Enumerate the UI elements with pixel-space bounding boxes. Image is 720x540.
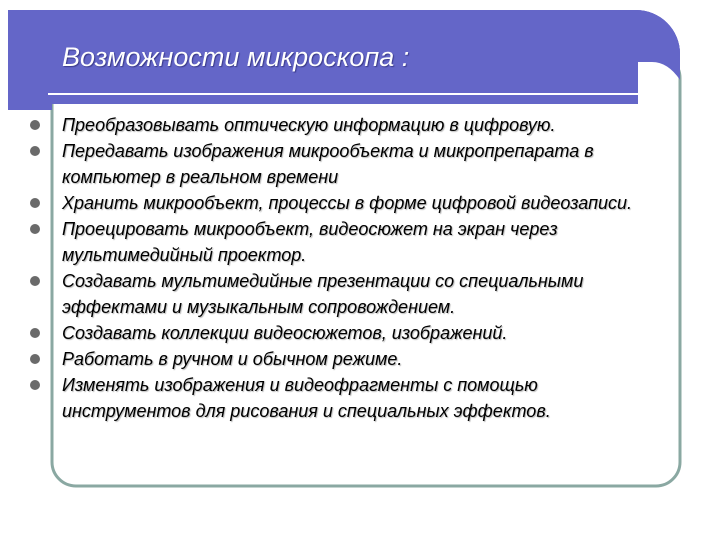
list-item: Проецировать микрообъект, видеосюжет на экран через мультимедийный проектор. [30, 216, 670, 268]
bullet-icon [30, 354, 40, 364]
list-item: Создавать коллекции видеосюжетов, изображений. [30, 320, 670, 346]
list-item: Изменять изображения и видеофрагменты с помощью инструментов для рисования и специальных эффектов. [30, 372, 670, 424]
bullet-icon [30, 328, 40, 338]
list-item: Хранить микрообъект, процессы в форме цифровой видеозаписи. [30, 190, 670, 216]
bullet-icon [30, 276, 40, 286]
list-item: Передавать изображения микрообъекта и микропрепарата в компьютер в реальном времени [30, 138, 670, 190]
list-item: Работать в ручном и обычном режиме. [30, 346, 670, 372]
list-item: Преобразовывать оптическую информацию в цифровую. [30, 112, 670, 138]
slide-title: Возможности микроскопа : [62, 42, 410, 72]
bullet-icon [30, 146, 40, 156]
feature-list [30, 112, 670, 424]
bullet-icon [30, 120, 40, 130]
bullet-icon [30, 224, 40, 234]
bullet-icon [30, 198, 40, 208]
list-item: Создавать мультимедийные презентации со специальными эффектами и музыкальным сопровождением. [30, 268, 670, 320]
bullet-icon [30, 380, 40, 390]
